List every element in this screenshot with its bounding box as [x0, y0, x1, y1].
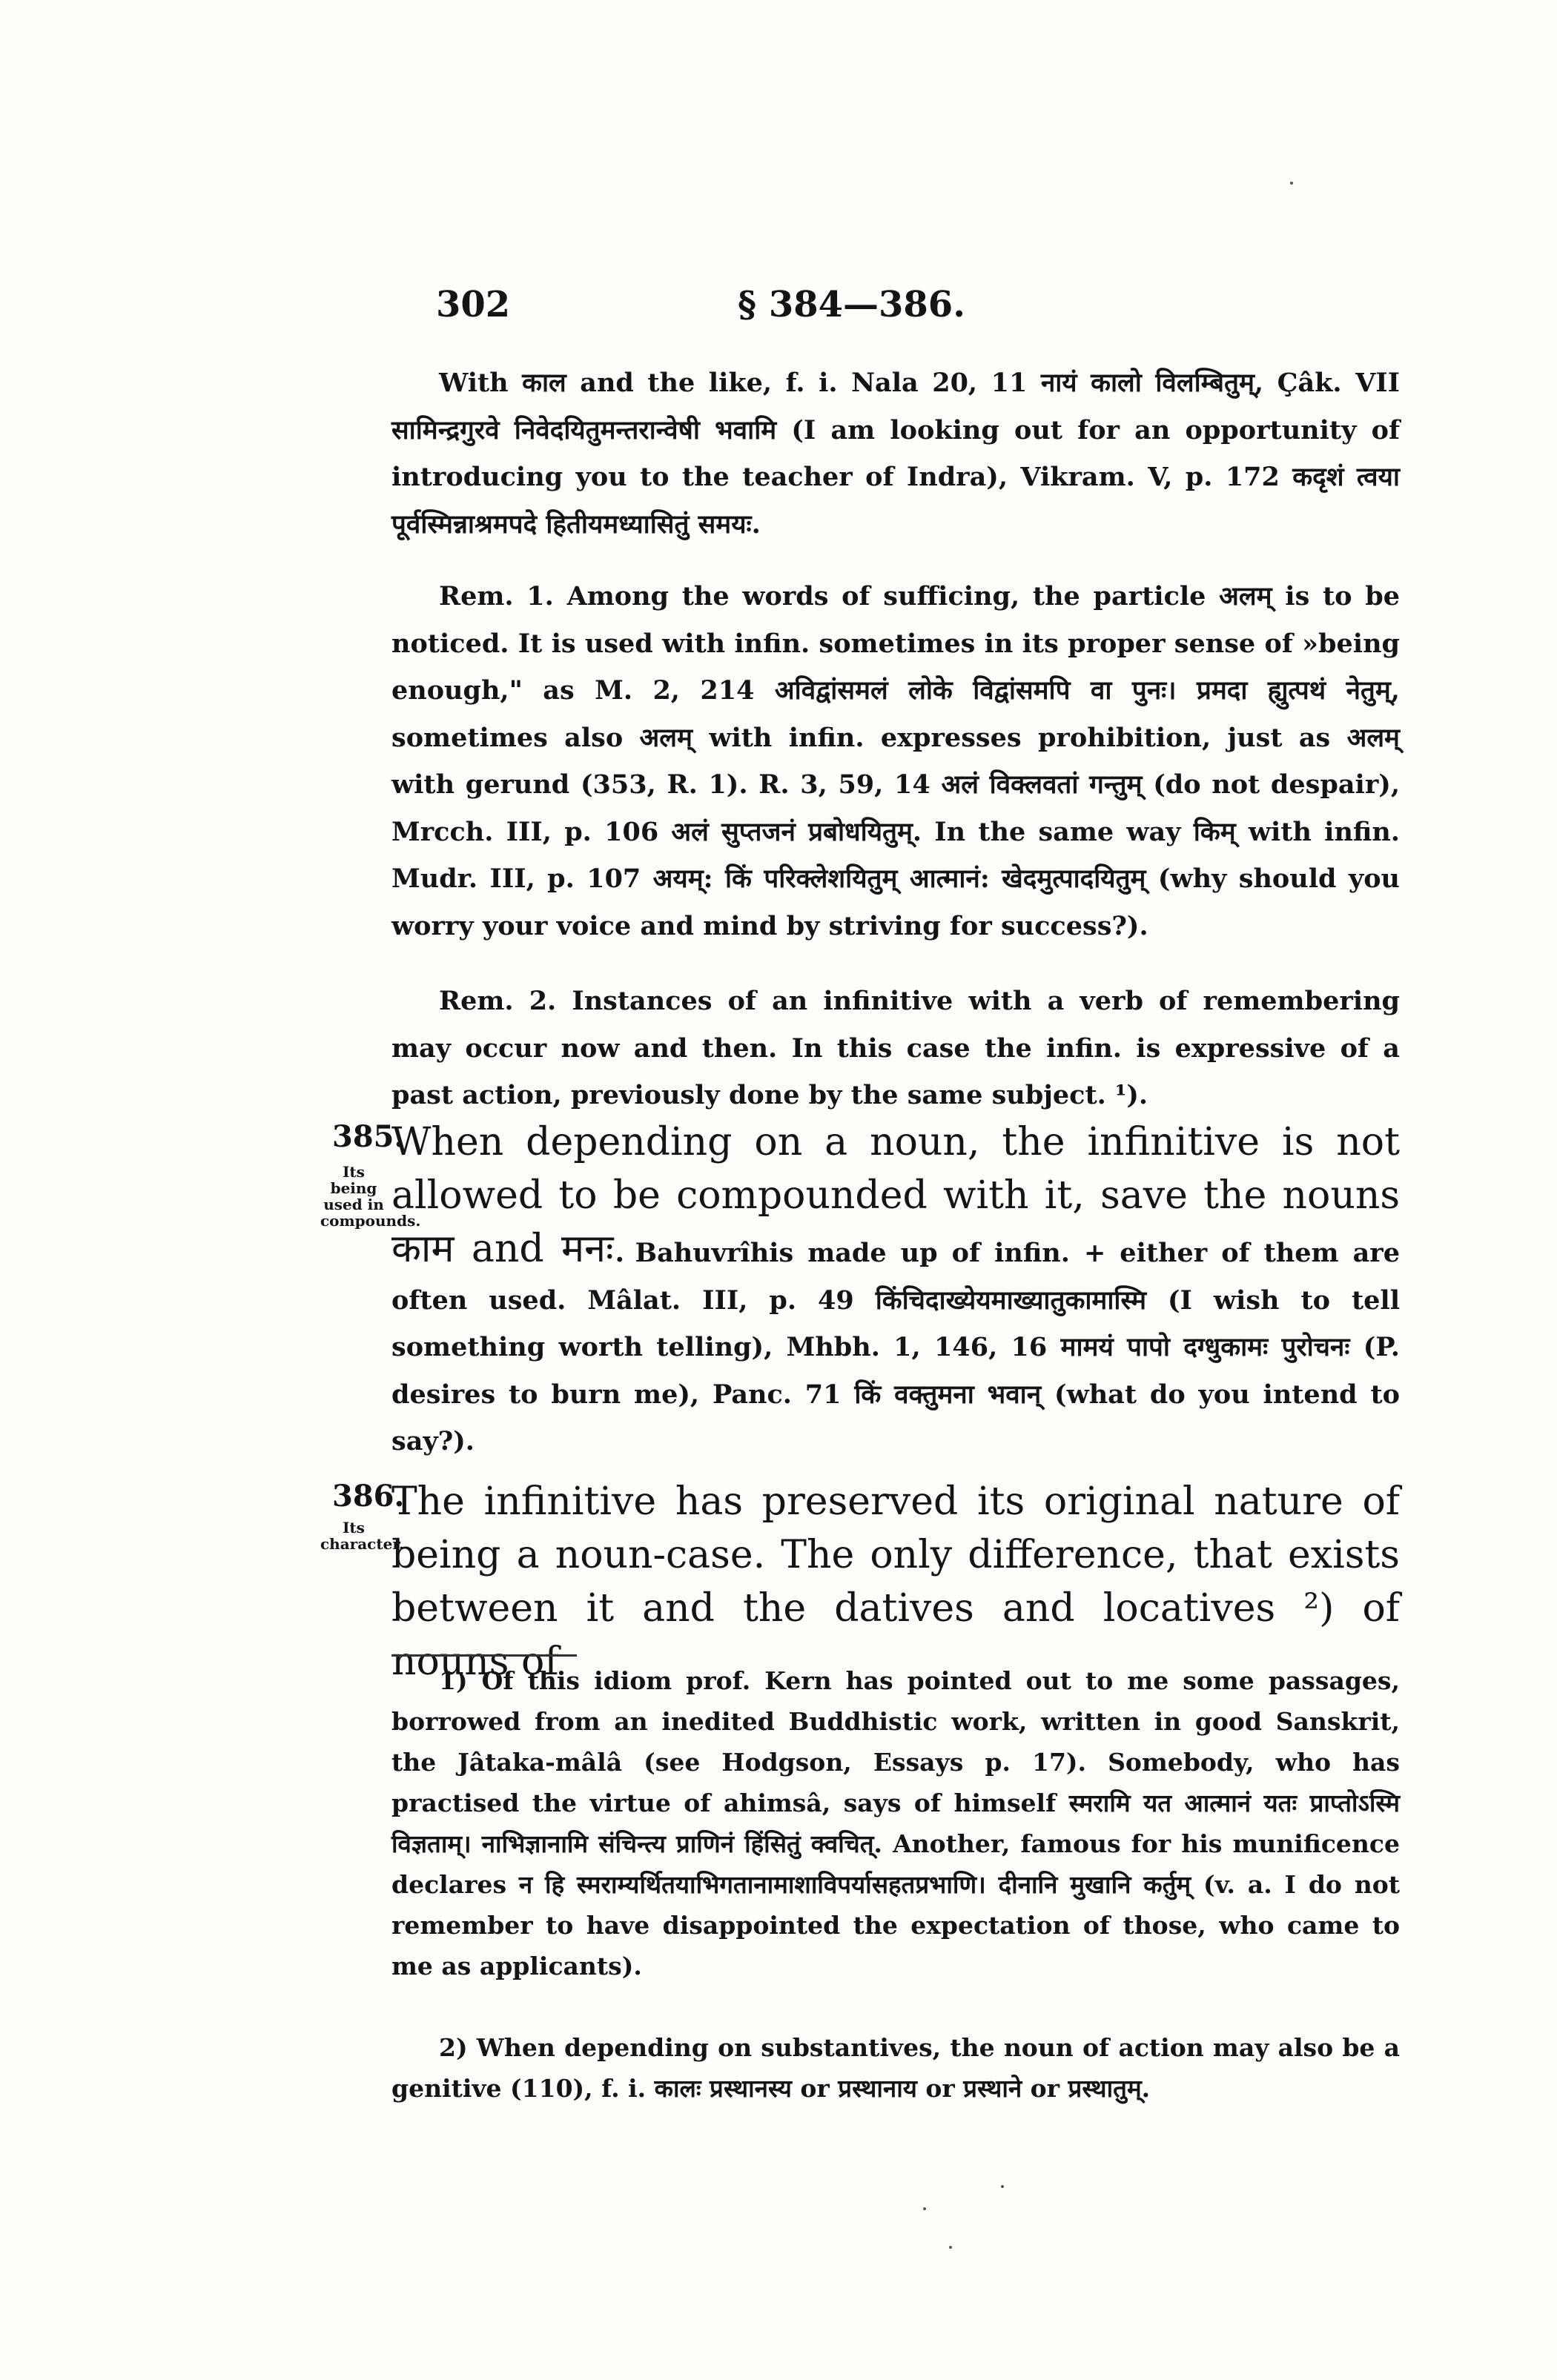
margin-note-386: Its character.	[320, 1519, 404, 1553]
section-386: The infinitive has preserved its original nature of being a noun-case. The only difference, that exists between it and the datives and locatives ²) of nouns of	[391, 1479, 1400, 1684]
footnote-2: 2) When depending on substantives, the noun of action may also be a genitive (110), f. i. कालः प्रस्थानस्य or प्रस्थानाय or प्रस्थाने or प्रस्थातुम्.	[391, 2033, 1400, 2103]
section-385	[391, 1116, 1400, 1465]
section-number-385: 385.	[332, 1119, 405, 1154]
scan-speck	[1290, 182, 1293, 185]
remark-1: Rem. 1. Among the words of sufficing, the particle अलम् is to be noticed. It is used with infin. sometimes in its proper sense of »being enough," as M. 2, 214 अविद्वांसमलं लोके विद्वांसमपि वा पुनः। प्रमदा ह्युत्पथं नेतुम्, sometimes also अलम् with infin. expresses prohibition, just as अलम् with gerund (353, R. 1). R. 3, 59, 14 अलं विक्लवतां गन्तुम् (do not despair), Mrcch. III, p. 106 अलं सुप्तजनं प्रबोधयितुम्. In the same way किम् with infin. Mudr. III, p. 107 अयम्: किं परिक्लेशयितुम् आत्मानं: खेदमुत्पादयितुम् (why should you worry your voice and mind by striving for success?).	[391, 581, 1400, 941]
continuation-paragraph: With काल and the like, f. i. Nala 20, 11 नायं कालो विलम्बितुम्, Çâk. VII सामिन्द्रगुरवे निवेदयितुमन्तरान्वेषी भवामि (I am looking out for an opportunity of introducing you to the teacher of Indra), Vikram. V, p. 172 कदृशं त्वया पूर्वस्मिन्नाश्रमपदे हितीयमध्यासितुं समयः.	[391, 368, 1400, 540]
page-number: 302	[436, 284, 511, 325]
scan-speck	[949, 2246, 952, 2249]
footnote-rule	[391, 1654, 577, 1657]
section-385-body: Bahuvrîhis made up of infin. + either of them are often used. Mâlat. III, p. 49 किंचिदाख्येयमाख्यातुकामास्मि (I wish to tell something worth telling), Mhbh. 1, 146, 16 मामयं पापो दग्धुकामः पुरोचनः (P. desires to burn me), Panc. 71 किं वक्तुमना भवान् (what do you intend to say?).	[391, 1238, 1401, 1456]
section-heading: § 384—386.	[738, 284, 965, 325]
section-385-lead: When depending on a noun, the infinitive is not allowed to be compounded with it, save the nouns काम and मनः.	[391, 1120, 1400, 1271]
remark-2: Rem. 2. Instances of an infinitive with a verb of remembering may occur now and then. In this case the infin. is expressive of a past action, previously done by the same subject. ¹).	[391, 986, 1400, 1110]
scan-speck	[1001, 2185, 1004, 2188]
scan-speck	[923, 2207, 926, 2210]
section-number-386: 386.	[332, 1479, 405, 1514]
footnote-1: 1) Of this idiom prof. Kern has pointed out to me some passages, borrowed from an inedited Buddhistic work, written in good Sanskrit, the Jâtaka-mâlâ (see Hodgson, Essays p. 17). Somebody, who has practised the virtue of ahimsâ, says of himself स्मरामि यत आत्मानं यतः प्राप्तोऽस्मि विज्ञताम्। नाभिज्ञानामि संचिन्त्य प्राणिनं हिंसितुं क्वचित्. Another, famous for his munificence declares न हि स्मराम्यर्थितयाभिगतानामाशाविपर्यासहतप्रभाणि। दीनानि मुखानि कर्तुम् (v. a. I do not remember to have disappointed the expectation of those, who came to me as applicants).	[391, 1666, 1400, 1980]
margin-note-385: Its being used in compounds.	[320, 1163, 421, 1230]
